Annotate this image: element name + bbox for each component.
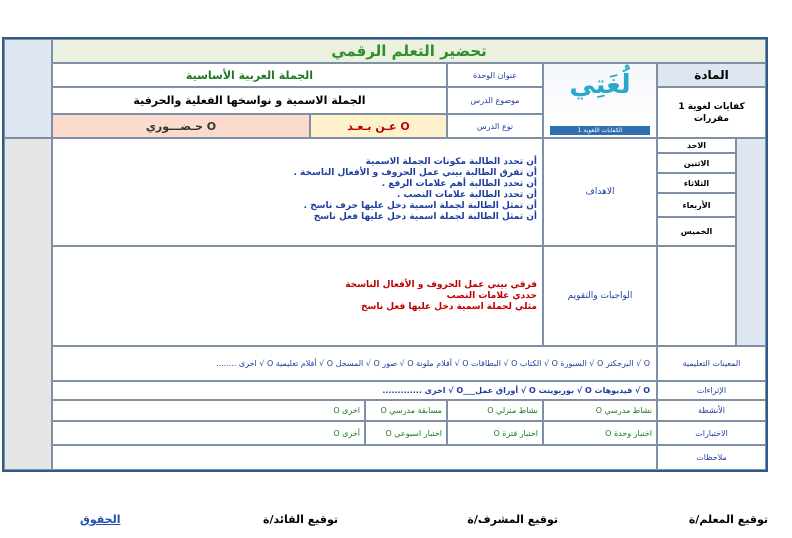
- test-other[interactable]: أخرى O: [52, 421, 365, 445]
- day-thursday: الخميس: [657, 217, 736, 246]
- logo-text: لُغَتِي: [569, 70, 631, 100]
- aids-cell: [52, 346, 657, 381]
- principal-signature: توقيع القائد/ة: [262, 513, 338, 526]
- procedures-label-cell: [657, 381, 766, 400]
- in-person-option[interactable]: [52, 114, 310, 138]
- subject-value: كفايات لغوية 1 مقررات: [678, 101, 745, 124]
- procedures-cell: [52, 381, 657, 400]
- subject-value-cell: [657, 87, 766, 138]
- lesson-label: موضوع الدرس: [470, 96, 520, 105]
- activities-label-cell: [657, 400, 766, 421]
- activity-school[interactable]: نشاط مدرسي O: [543, 400, 657, 421]
- day-sunday: الاحد: [657, 138, 736, 153]
- day-tuesday: الثلاثاء: [657, 173, 736, 193]
- procedures-options[interactable]: O √ فيديوهات O √ بوربوينت O √ أوراق عمل___O √ اخرى .............: [382, 386, 650, 395]
- subject-label: المادة: [694, 68, 729, 82]
- objectives-label: الاهداف: [585, 187, 615, 197]
- lesson-value-cell: [52, 87, 447, 114]
- objective-item: أن تحدد الطالبة أهم علامات الرفع .: [381, 179, 537, 189]
- left-gray-column: [4, 138, 52, 470]
- supervisor-signature: توقيع المشرف/ة: [467, 513, 558, 526]
- tests-label: الاختبارات: [695, 428, 728, 438]
- objective-item: أن تحدد الطالبة علامات النصب .: [396, 190, 537, 200]
- aids-label: المعينات التعليمية: [682, 359, 741, 368]
- lesson-type-label-cell: [447, 114, 543, 138]
- activity-other[interactable]: اخرى O: [52, 400, 365, 421]
- test-unit[interactable]: اختبار وحدة O: [543, 421, 657, 445]
- in-person-option-label: حـضـــوري O: [145, 119, 217, 133]
- subject-label-cell: [657, 63, 766, 87]
- activity-competition[interactable]: مسابقة مدرسي O: [365, 400, 447, 421]
- page-title: [52, 39, 766, 63]
- notes-label-cell: [657, 445, 766, 470]
- homework-item: مثلي لجملة اسمية دخل عليها فعل ناسخ: [360, 302, 537, 312]
- title-text: تحضير التعلم الرقمي: [331, 42, 487, 60]
- activity-home[interactable]: نشاط منزلي O: [447, 400, 543, 421]
- day-empty-cell: [657, 246, 736, 346]
- teacher-signature: توقيع المعلم/ة: [688, 513, 768, 526]
- lesson-label-cell: [447, 87, 543, 114]
- unit-value-cell: [52, 63, 447, 87]
- homework-item: فرقي بيني عمل الحروف و الأفعال الناسخة: [345, 280, 537, 290]
- tests-label-cell: [657, 421, 766, 445]
- aids-options[interactable]: O √ البرجكتر O √ السبورة O √ الكتاب O √ البطاقات O √ أقلام ملونة O √ صور O √ المسجل O √ أفلام تعليمية O √ اخرى ........: [216, 359, 650, 368]
- unit-value: الجملة العربية الأساسية: [185, 68, 314, 82]
- homework-list: [277, 280, 537, 313]
- remote-option-label: عـن بـعـد O: [347, 119, 410, 133]
- day-wednesday: الأربعاء: [657, 193, 736, 217]
- objective-item: أن تمثل الطالبة لجملة اسمية دخل عليها فعل ناسخ: [313, 212, 537, 222]
- notes-cell[interactable]: [52, 445, 657, 470]
- lesson-value: الجملة الاسمية و نواسخها الفعلية والحرفية: [133, 94, 366, 107]
- right-margin-column: [736, 138, 766, 346]
- activities-label: الأنشطة: [698, 406, 725, 415]
- test-weekly[interactable]: اختبار اسبوعي O: [365, 421, 447, 445]
- procedures-label: الإثراءات: [696, 386, 727, 395]
- logo-box: [543, 63, 657, 138]
- left-margin-column: [4, 39, 52, 138]
- objective-item: أن تفرق الطالبة بيني عمل الحروف و الأفعال الناسخة .: [293, 168, 537, 178]
- objectives-list: [237, 157, 537, 223]
- objective-item: أن تمثل الطالبة لجملة اسمية دخل عليها حرف ناسخ .: [303, 201, 537, 211]
- test-term[interactable]: اختبار فترة O: [447, 421, 543, 445]
- objectives-label-cell: [543, 138, 657, 246]
- unit-label: عنوان الوحدة: [472, 70, 518, 80]
- remote-option[interactable]: [310, 114, 447, 138]
- notes-label: ملاحظات: [696, 453, 727, 462]
- homework-item: حددي علامات النصب: [446, 291, 537, 301]
- homework-label: الواجبات والتقويم: [567, 291, 633, 301]
- unit-label-cell: [447, 63, 543, 87]
- day-monday: الاثنين: [657, 153, 736, 173]
- rights-link[interactable]: الحقوق: [80, 513, 121, 526]
- homework-label-cell: [543, 246, 657, 346]
- lesson-type-label: نوع الدرس: [476, 121, 514, 131]
- objective-item: أن تحدد الطالبة مكونات الجملة الاسمية: [365, 157, 537, 167]
- logo-caption: الكفايات اللغوية 1: [550, 126, 650, 135]
- aids-label-cell: [657, 346, 766, 381]
